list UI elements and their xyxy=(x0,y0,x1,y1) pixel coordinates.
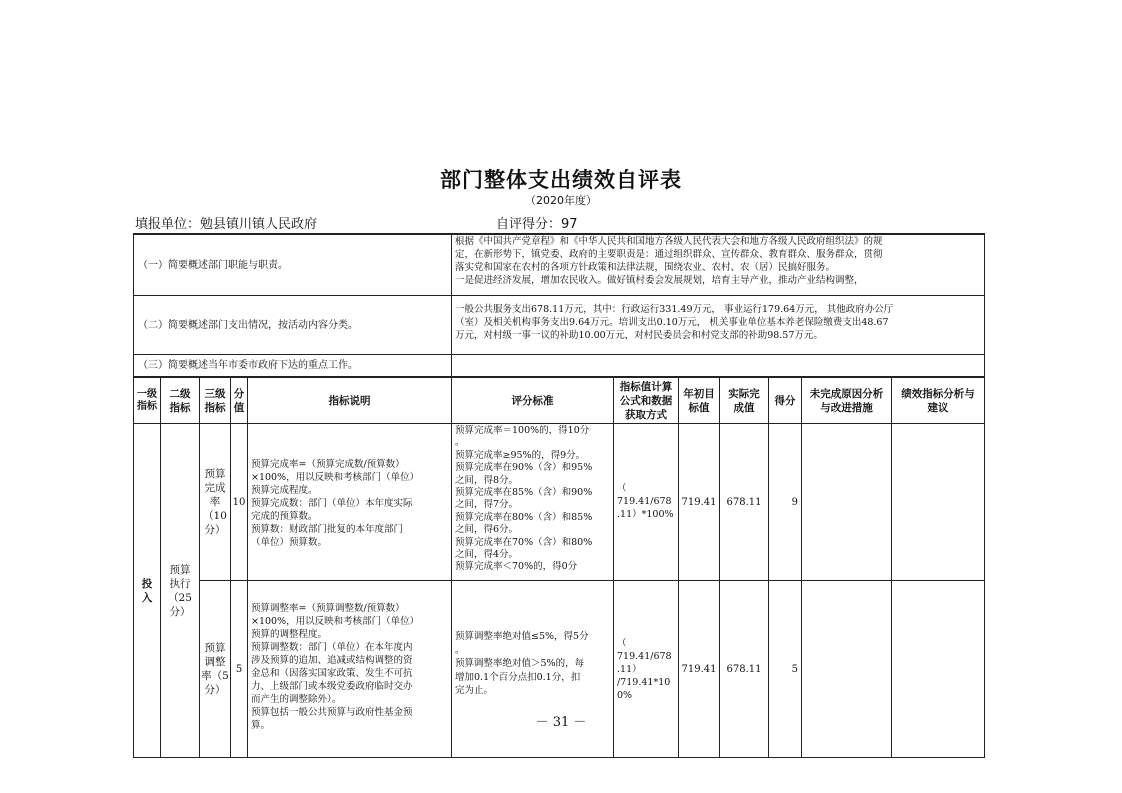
header-reason: 未完成原因分析与改进措施 xyxy=(809,387,884,414)
level1-input: 投入 xyxy=(141,577,153,604)
header-target: 年初目标值 xyxy=(683,387,715,414)
section-1-label: （一）简要概述部门职能与职责。 xyxy=(138,259,288,271)
row1-criteria: 预算完成率＝100%的，得10分 。 预算完成率≥95%的，得9分。 预算完成率在90%（含）和95% 之间，得8分。 预算完成率在85%（含）和90% 之间，得7分。 预算完成率在80%（含）和85% 之间，得6分。 预算完成率在70%（含）和80% 之间，得4分。 预算完成率＜70%的，得0分 xyxy=(455,425,593,573)
header-actual: 实际完成值 xyxy=(728,387,760,414)
reporting-unit: 填报单位：勉县镇川镇人民政府 xyxy=(135,217,318,232)
row2-score: 5 xyxy=(791,663,798,675)
row1-level3: 预算完成率（10分） xyxy=(203,468,227,536)
self-score: 自评得分：97 xyxy=(496,217,578,232)
row2-description: 预算调整率=（预算调整数/预算数） ×100%，用以反映和考核部门（单位） 预算的调整程度。 预算调整数：部门（单位）在本年度内 涉及预算的追加、追减或结构调整的资 金总和（因落实国家政策、发生不可抗 力、上级部门或本级党委政府临时交办 而产生的调整除外）。 预算包括一般公共预算与政府性基金预 算。 xyxy=(251,603,420,731)
row2-formula: （ 719.41/678 .11） /719.41*10 0% xyxy=(617,638,672,701)
header-description: 指标说明 xyxy=(328,394,371,407)
level2-budget-execution: 预算执行（25分） xyxy=(168,563,192,618)
row1-description: 预算完成率=（预算完成数/预算数） ×100%，用以反映和考核部门（单位） 预算完成程度。 预算完成数：部门（单位）本年度实际 完成的预算数。 预算数：财政部门批复的本年度部门 （单位）预算数。 xyxy=(251,459,420,548)
row1-formula: （ 719.41/678 .11）*100% xyxy=(617,483,674,520)
row1-target: 719.41 xyxy=(681,496,717,508)
header-level2: 二级指标 xyxy=(169,387,191,414)
row2-actual: 678.11 xyxy=(726,663,762,675)
row2-value: 5 xyxy=(235,663,243,675)
row1-score: 9 xyxy=(791,496,798,508)
header-criteria: 评分标准 xyxy=(511,394,554,407)
row1-actual: 678.11 xyxy=(726,496,762,508)
section-1-content: 根据《中国共产党章程》和《中华人民共和国地方各级人民代表大会和地方各级人民政府组织法》的规 定，在新形势下，镇党委、政府的主要职责是：通过组织群众、宣传群众、教育群众、服务群众，贯彻 落实党和国家在农村的各项方针政策和法律法规，围绕农业、农村、农（居）民搞好服务。 一是促进经济发展，增加农民收入。做好镇村委会发展规划，培育主导产业，推动产业结构调整， xyxy=(455,236,883,286)
header-suggestion: 绩效指标分析与建议 xyxy=(901,387,975,414)
section-2-content: 一般公共服务支出678.11万元，其中：行政运行331.49万元， 事业运行179.64万元， 其他政府办公厅 （室）及相关机构事务支出9.64万元。培训支出0.10万元， 机关事业单位基本养老保险缴费支出48.67 万元，对村级一事一议的补助10.00万元，对村民委员会和村党支部的补助98.57万元。 xyxy=(455,304,894,341)
row2-level3: 预算调整率（5分） xyxy=(201,642,229,696)
row1-value: 10 xyxy=(232,496,246,508)
header-level1: 一级指标 xyxy=(137,388,157,412)
section-3-label: （三）简要概述当年市委市政府下达的重点工作。 xyxy=(138,360,358,371)
page-number: － 31 － xyxy=(535,715,587,730)
header-value: 分值 xyxy=(233,387,245,414)
section-2-label: （二）简要概述部门支出情况，按活动内容分类。 xyxy=(138,319,358,331)
header-formula: 指标值计算公式和数据获取方式 xyxy=(619,380,673,421)
year-subtitle: （2020年度） xyxy=(525,194,597,207)
header-score: 得分 xyxy=(774,394,796,407)
page-title: 部门整体支出绩效自评表 xyxy=(440,168,682,192)
row2-criteria: 预算调整率绝对值≤5%，得5分 。 预算调整率绝对值＞5%的，每 增加0.1个百分点扣0.1分，扣 完为止。 xyxy=(455,631,589,696)
row2-target: 719.41 xyxy=(681,663,717,675)
header-level3: 三级指标 xyxy=(204,387,226,414)
